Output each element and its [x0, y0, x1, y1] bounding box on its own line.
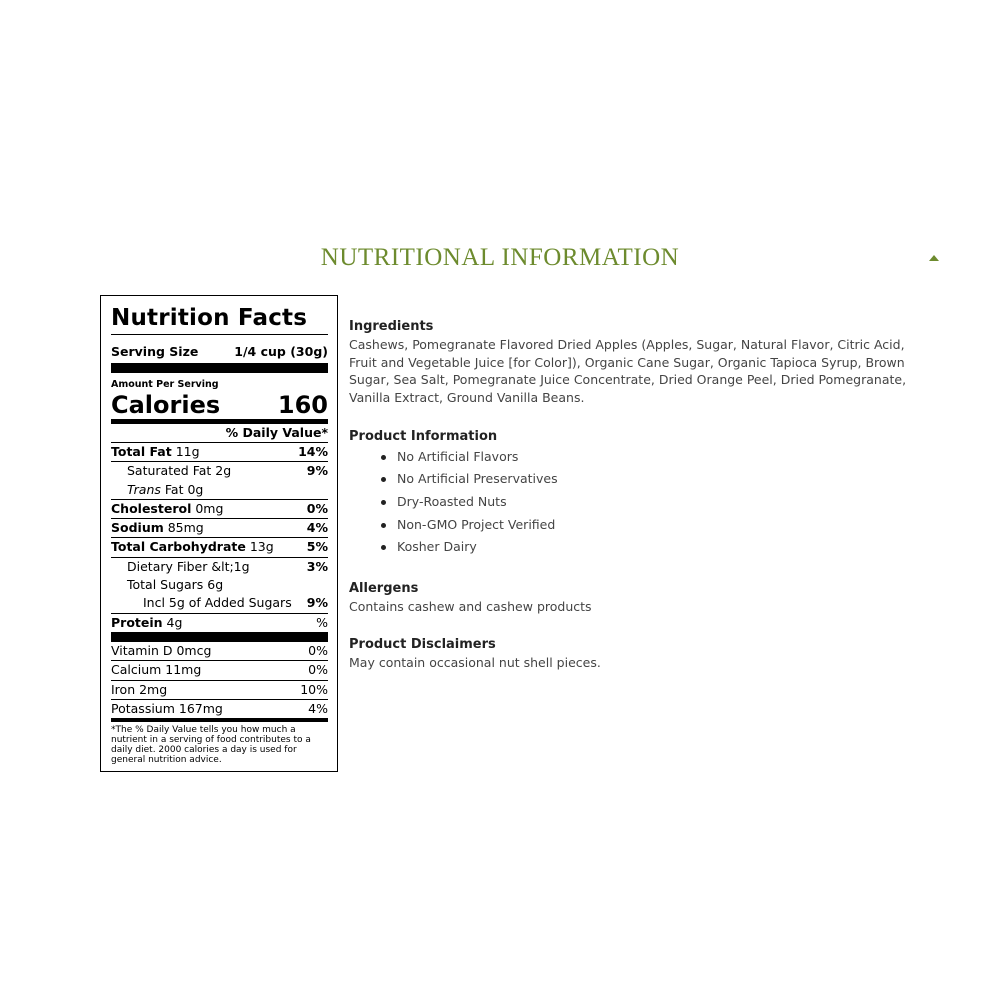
potassium-row	[111, 700, 328, 722]
total-fat-amount: 11g	[171, 444, 200, 459]
bullet-icon	[381, 545, 386, 550]
list-item: Kosher Dairy	[397, 536, 919, 559]
sodium-amount: 85mg	[163, 520, 204, 536]
carbohydrate-pct: 5%	[306, 539, 328, 555]
total-sugars-row	[111, 576, 328, 594]
vitamin-d-pct: 0%	[308, 642, 328, 658]
allergens-text: Contains cashew and cashew products	[349, 598, 592, 614]
product-information-heading: Product Information	[349, 428, 498, 444]
trans-fat-row	[111, 481, 328, 500]
iron-row	[111, 681, 328, 700]
calcium-pct: 0%	[308, 662, 328, 678]
dietary-fiber-label: Dietary Fiber &lt;1g	[127, 558, 250, 574]
nutrition-facts-label	[100, 295, 338, 772]
protein-amount: 4g	[162, 614, 183, 630]
vitamin-d-label: Vitamin D 0mcg	[111, 642, 212, 658]
daily-value-footnote: *The % Daily Value tells you how much a nutrient in a serving of food contributes to a daily diet. 2000 calories a day is used for general nutrition advice.	[111, 725, 311, 766]
serving-size-row	[111, 337, 328, 360]
product-information-section	[349, 428, 919, 559]
bullet-icon	[381, 500, 386, 505]
added-sugars-row	[111, 594, 328, 613]
total-carbohydrate-row	[111, 538, 328, 557]
calories-value: 160	[277, 391, 328, 419]
dietary-fiber-pct: 3%	[306, 558, 328, 574]
serving-size-value: 1/4 cup (30g)	[234, 344, 328, 359]
cholesterol-label: Cholesterol	[111, 500, 192, 516]
sodium-label: Sodium	[111, 520, 164, 536]
daily-value-header: % Daily Value*	[111, 424, 328, 443]
iron-pct: 10%	[300, 681, 328, 697]
section-title: NUTRITIONAL INFORMATION	[320, 244, 680, 271]
nutrition-facts-title: Nutrition Facts	[111, 304, 328, 335]
disclaimers-text: May contain occasional nut shell pieces.	[349, 655, 601, 671]
ingredients-heading: Ingredients	[349, 319, 434, 334]
calcium-label: Calcium 11mg	[111, 662, 202, 678]
saturated-fat-row	[111, 462, 328, 480]
total-sugars-label: Total Sugars 6g	[127, 577, 224, 593]
triangle-up-icon	[929, 255, 939, 261]
bullet-icon	[381, 455, 386, 460]
calories-label: Calories	[111, 391, 221, 419]
ingredients-text: Cashews, Pomegranate Flavored Dried Apples (Apples, Sugar, Natural Flavor, Citric Acid, Fruit and Vegetable Juice [for Color]), Organic Cane Sugar, Organic Tapioca Syrup, Brown Sugar, Sea Salt, Pomegranate Juice Concentrate, Dried Orange Peel, Dried Pomegranate, Vanilla Extract, Ground Vanilla Beans.	[349, 337, 907, 406]
carbohydrate-label: Total Carbohydrate	[111, 539, 246, 555]
list-item: Non-GMO Project Verified	[397, 514, 919, 537]
disclaimers-section	[349, 636, 919, 672]
serving-size-label: Serving Size	[111, 344, 199, 359]
added-sugars-pct: 9%	[306, 595, 328, 611]
protein-label: Protein	[111, 614, 163, 630]
ingredients-section	[349, 318, 919, 407]
trans-fat-label: Trans	[127, 481, 161, 497]
protein-row	[111, 614, 328, 632]
vitamin-d-row	[111, 642, 328, 661]
list-item: Dry-Roasted Nuts	[397, 491, 919, 514]
carbohydrate-amount: 13g	[245, 539, 274, 555]
bullet-icon	[381, 477, 386, 482]
trans-fat-amount: Fat 0g	[160, 481, 204, 497]
iron-label: Iron 2mg	[111, 681, 168, 697]
cholesterol-pct: 0%	[306, 500, 328, 516]
collapse-toggle-button[interactable]	[920, 248, 948, 268]
calcium-row	[111, 661, 328, 680]
saturated-fat-label: Saturated Fat 2g	[127, 463, 232, 479]
total-fat-pct: 14%	[298, 444, 328, 459]
calories-row	[111, 391, 328, 419]
bullet-icon	[381, 523, 386, 528]
potassium-label: Potassium 167mg	[111, 700, 223, 716]
disclaimers-heading: Product Disclaimers	[349, 637, 496, 653]
saturated-fat-pct: 9%	[306, 463, 328, 479]
dietary-fiber-row	[111, 558, 328, 576]
allergens-heading: Allergens	[349, 580, 419, 596]
cholesterol-amount: 0mg	[191, 500, 224, 516]
list-item: No Artificial Preservatives	[397, 468, 919, 491]
total-fat-label: Total Fat	[111, 444, 172, 459]
cholesterol-row	[111, 500, 328, 519]
sodium-row	[111, 519, 328, 538]
product-details	[349, 318, 919, 693]
list-item: No Artificial Flavors	[397, 446, 919, 469]
allergens-section	[349, 580, 919, 616]
protein-pct: %	[316, 614, 328, 630]
product-information-list	[349, 446, 919, 559]
amount-per-serving: Amount Per Serving	[111, 379, 219, 390]
added-sugars-label: Incl 5g of Added Sugars	[143, 595, 292, 611]
potassium-pct: 4%	[308, 700, 328, 716]
sodium-pct: 4%	[306, 520, 328, 536]
divider-thick	[111, 363, 328, 373]
total-fat-row	[111, 443, 328, 462]
divider-thick-2	[111, 632, 328, 642]
